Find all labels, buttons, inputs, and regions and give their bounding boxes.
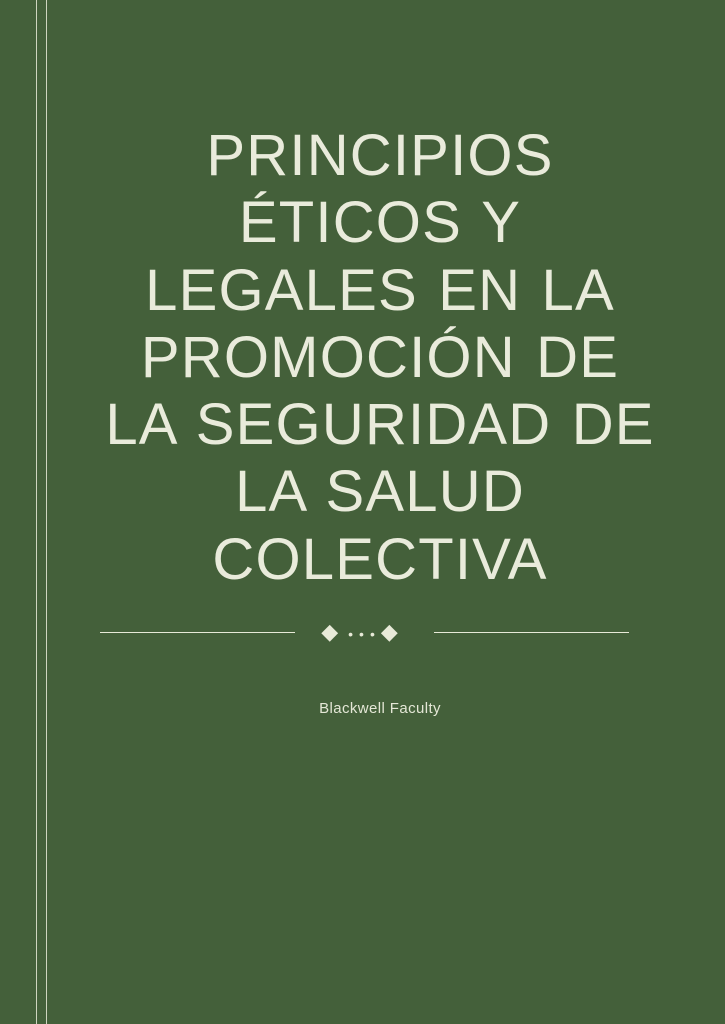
divider-line-left [100,632,295,633]
divider-line-right [434,632,629,633]
title-block [95,122,665,593]
ornamental-divider [100,612,629,652]
left-border-rule-inner [46,0,47,1024]
dots-icon: ••• [348,626,381,642]
left-border-rule-outer [36,0,37,1024]
author-name: Blackwell Faculty [319,700,441,717]
diamond-right-icon: ◆ [380,619,408,644]
divider-ornament [321,615,408,651]
diamond-left-icon: ◆ [321,619,349,644]
page-title: PRINCIPIOS ÉTICOS Y LEGALES EN LA PROMOCIÓN DE LA SEGURIDAD DE LA SALUD COLECTIVA [105,123,655,592]
